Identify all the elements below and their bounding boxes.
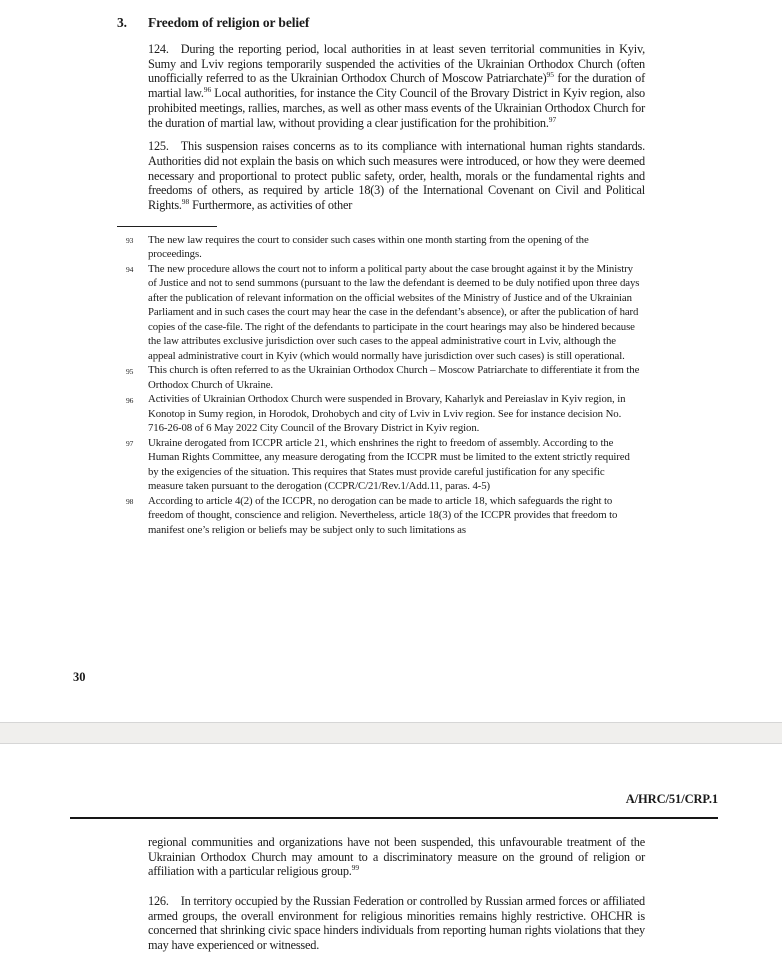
paragraph-125-continuation xyxy=(148,835,645,879)
footnote-marker: 96 xyxy=(126,395,134,405)
document-symbol: A/HRC/51/CRP.1 xyxy=(625,792,718,806)
section-heading xyxy=(117,0,782,31)
paragraph-number: 126. xyxy=(148,894,169,908)
footnote-marker: 93 xyxy=(126,236,134,246)
paragraph-126 xyxy=(148,894,645,953)
footnote-ref-98: 98 xyxy=(181,196,190,206)
page-number: 30 xyxy=(73,670,86,684)
footnotes-section xyxy=(117,233,641,538)
footnote-93 xyxy=(117,233,641,262)
page-31 xyxy=(0,744,782,968)
paragraph-text: regional communities and organizations have not been suspended, this unfavourable treatment of the Ukrainian Orthodox Church may amount to a discriminatory measure on the ground of religion or affiliation with a particular religious group. xyxy=(148,835,645,879)
paragraph-text: This suspension raises concerns as to its compliance with international human rights standards. Authorities did not explain the basis on which such measures were introduced, or how they were deemed necessary and proportional to protect public safety, order, health, morals or the fundamental rights and freedoms of others, as required by article 18(3) of the International Covenant on Civil and Political Rights. xyxy=(148,139,645,213)
footnote-text: This church is often referred to as the Ukrainian Orthodox Church – Moscow Patriarchate to differentiate it from the Orthodox Church of Ukraine. xyxy=(148,364,640,391)
footnote-95 xyxy=(117,363,641,392)
page-separator xyxy=(0,722,782,744)
footnote-98 xyxy=(117,494,641,538)
footnote-marker: 95 xyxy=(126,366,134,376)
paragraph-124 xyxy=(148,42,645,130)
header-rule xyxy=(70,817,718,819)
footnote-96 xyxy=(117,392,641,436)
paragraph-125 xyxy=(148,139,645,213)
paragraph-text: Local authorities, for instance the City Council of the Brovary District in Kyiv region, also prohibited meetings, rallies, marches, as well as other mass events of the Ukrainian Orthodox Church for the duration of martial law, without providing a clear justification for the prohibition. xyxy=(148,86,645,130)
footnote-ref-95: 95 xyxy=(546,70,555,80)
section-title: Freedom of religion or belief xyxy=(148,15,310,30)
footnote-marker: 94 xyxy=(126,265,134,275)
footnote-text: The new law requires the court to consider such cases within one month starting from the opening of the proceedings. xyxy=(148,233,589,261)
footnote-marker: 98 xyxy=(126,497,134,507)
section-number: 3. xyxy=(117,15,127,30)
footnote-separator xyxy=(117,226,217,227)
paragraph-number: 124. xyxy=(148,42,169,56)
footnote-text: The new procedure allows the court not to inform a political party about the case brought against it by the Ministry of Justice and not to send summons (pursuant to the law the defendant is deemed to be duly notified upon three days after the publication of relevant information on the official websites of the Ministry of Justice and of the Ukrainian Parliament and in such cases the court may hear the case in the defendant’s absence), or after the publication of hard copies of the case-file. The right of the defendants to participate in the court hearings may also be hindered because the law attributes exclusive jurisdiction over such cases to the appeal administrative court in Lviv, although the appeal administrative court in Kyiv (which would normally have jurisdiction over such cases) is still operational. xyxy=(148,262,640,362)
paragraph-text: In territory occupied by the Russian Federation or controlled by Russian armed forces or affiliated armed groups, the overall environment for religious minorities remains highly restrictive. OHCHR is concerned that shrinking civic space hinders individuals from reporting human rights violations that they may have experienced or witnessed. xyxy=(148,894,645,953)
footnote-ref-99: 99 xyxy=(351,863,360,873)
footnote-marker: 97 xyxy=(126,439,134,449)
paragraph-text: for the duration of martial law. xyxy=(148,71,645,101)
footnote-text: Ukraine derogated from ICCPR article 21, which enshrines the right to freedom of assembly. According to the Human Rights Committee, any measure derogating from the ICCPR must be limited to the extent strictly required by the exigencies of the situation. This requires that States must provide careful justification for any specific measure taken pursuant to the derogation (CCPR/C/21/Rev.1/Add.11, paras. 4-5) xyxy=(148,436,630,493)
paragraph-text: Furthermore, as activities of other xyxy=(189,198,353,213)
footnote-97 xyxy=(117,436,641,494)
footnote-text: Activities of Ukrainian Orthodox Church were suspended in Brovary, Kaharlyk and Pereiaslav in Kyiv region, in Konotop in Sumy region, in Horodok, Drohobych and city of Lviv in Lviv region. See for instance decision No. 716-26-08 of 6 May 2022 City Council of the Brovary District in Kyiv region. xyxy=(148,393,626,435)
footnote-text: According to article 4(2) of the ICCPR, no derogation can be made to article 18, which safeguards the right to freedom of thought, conscience and religion. Nevertheless, article 18(3) of the ICCPR provides that freedom to manifest one’s religion or beliefs may be subject only to such limitations as xyxy=(148,494,618,536)
footnote-94 xyxy=(117,262,641,364)
footnote-ref-97: 97 xyxy=(548,114,557,124)
footnote-ref-96: 96 xyxy=(203,85,212,95)
paragraph-number: 125. xyxy=(148,139,169,154)
paragraph-text: During the reporting period, local authorities in at least seven territorial communities in Kyiv, Sumy and Lviv regions temporarily suspended the activities of the Ukrainian Orthodox Church (often unofficially referred to as the Ukrainian Orthodox Church of Moscow Patriarchate) xyxy=(148,42,645,86)
